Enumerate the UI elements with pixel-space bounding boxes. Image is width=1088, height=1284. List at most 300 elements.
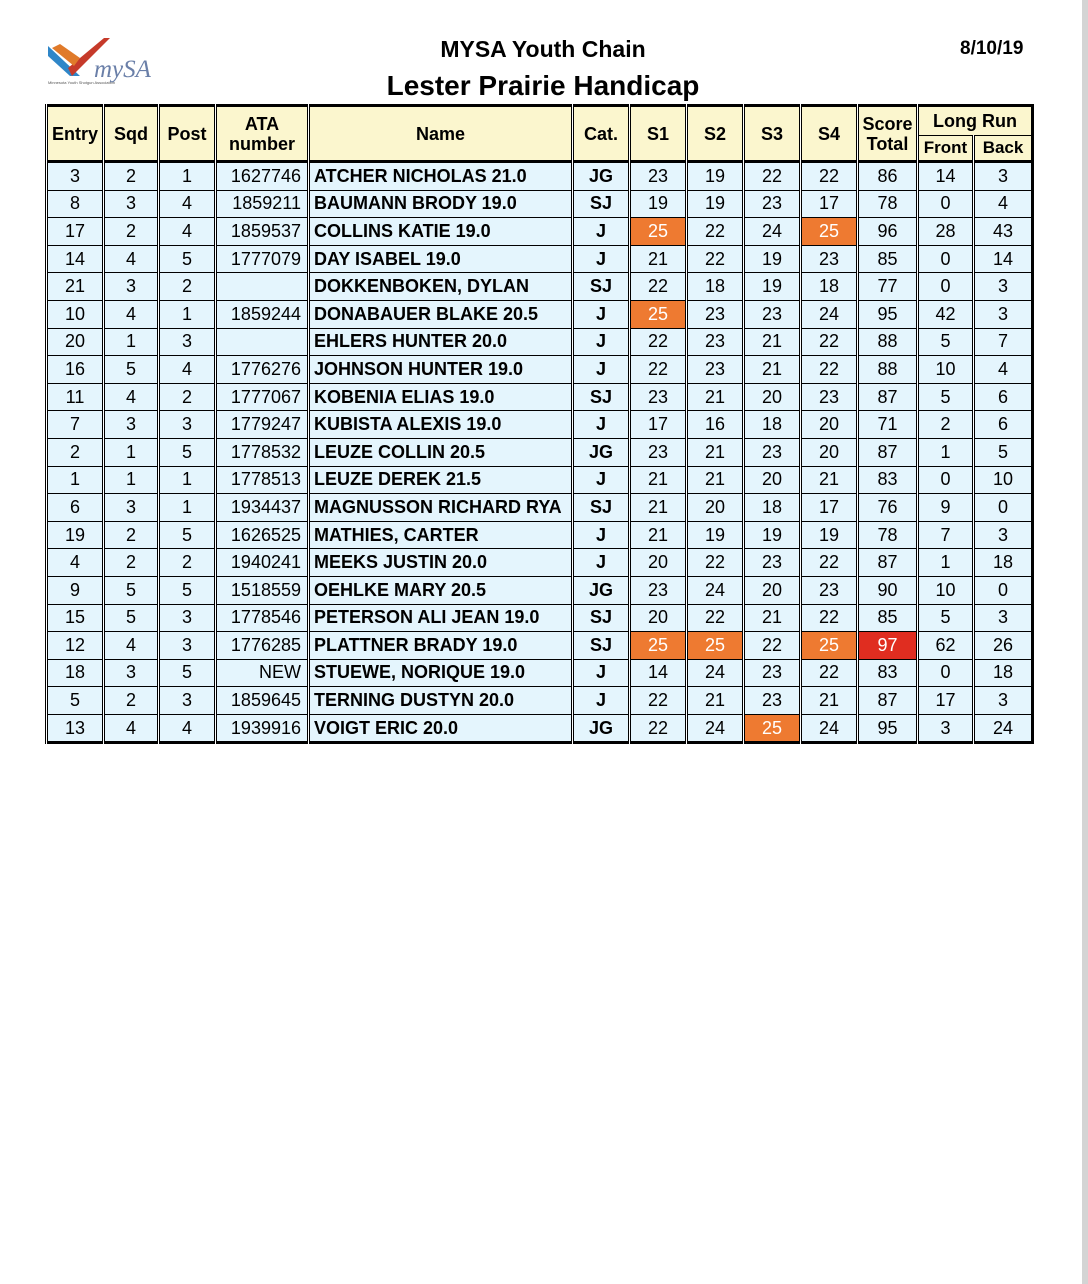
cell-ata-number: 1776285 [216,632,309,660]
col-header-long-run: Long Run [918,106,1033,136]
cell-post: 2 [159,549,216,577]
cell-long-run-front: 0 [918,273,974,301]
cell-category: JG [573,576,630,604]
cell-score-total: 96 [858,218,918,246]
cell-score-total: 83 [858,466,918,494]
cell-post: 1 [159,162,216,191]
cell-entry: 16 [47,356,104,384]
cell-score-total: 71 [858,411,918,439]
cell-entry: 13 [47,714,104,743]
table-row [47,438,1033,466]
cell-s2: 22 [687,245,744,273]
cell-entry: 19 [47,521,104,549]
cell-long-run-back: 6 [974,411,1033,439]
cell-s3: 24 [744,218,801,246]
cell-s1: 21 [630,494,687,522]
cell-category: SJ [573,190,630,218]
cell-s4: 22 [801,328,858,356]
cell-name: OEHLKE MARY 20.5 [309,576,573,604]
table-row [47,162,1033,191]
cell-s2: 19 [687,162,744,191]
cell-s2: 16 [687,411,744,439]
cell-ata-number: 1627746 [216,162,309,191]
cell-s3: 21 [744,604,801,632]
table-row [47,549,1033,577]
cell-long-run-back: 14 [974,245,1033,273]
event-date: 8/10/19 [960,38,1024,59]
col-header-score-line2: Total [866,133,909,154]
cell-s1: 22 [630,328,687,356]
cell-name: LEUZE DEREK 21.5 [309,466,573,494]
cell-s2: 22 [687,218,744,246]
col-header-ata [216,106,309,162]
cell-sqd: 3 [104,273,159,301]
cell-entry: 2 [47,438,104,466]
col-header-ata-line2: number [228,133,295,154]
col-header-s3: S3 [744,106,801,162]
cell-post: 5 [159,245,216,273]
cell-s1: 17 [630,411,687,439]
cell-long-run-front: 1 [918,549,974,577]
cell-post: 5 [159,659,216,687]
cell-sqd: 2 [104,162,159,191]
cell-s1: 23 [630,383,687,411]
cell-long-run-front: 10 [918,576,974,604]
cell-category: SJ [573,383,630,411]
cell-s1: 14 [630,659,687,687]
cell-score-total: 87 [858,383,918,411]
cell-score-total: 90 [858,576,918,604]
cell-long-run-front: 2 [918,411,974,439]
col-header-s1: S1 [630,106,687,162]
table-row [47,521,1033,549]
cell-category: J [573,521,630,549]
cell-category: J [573,300,630,328]
cell-ata-number: NEW [216,659,309,687]
cell-name: VOIGT ERIC 20.0 [309,714,573,743]
cell-sqd: 5 [104,604,159,632]
cell-post: 3 [159,687,216,715]
cell-long-run-back: 4 [974,356,1033,384]
cell-category: J [573,466,630,494]
cell-s4: 23 [801,245,858,273]
cell-s4: 23 [801,576,858,604]
col-header-s2: S2 [687,106,744,162]
cell-ata-number: 1779247 [216,411,309,439]
cell-s1: 23 [630,438,687,466]
cell-post: 3 [159,328,216,356]
col-header-s4: S4 [801,106,858,162]
cell-s4: 24 [801,300,858,328]
cell-s2: 21 [687,466,744,494]
cell-category: JG [573,438,630,466]
cell-s3: 22 [744,632,801,660]
cell-long-run-front: 14 [918,162,974,191]
cell-name: DONABAUER BLAKE 20.5 [309,300,573,328]
cell-s4: 20 [801,438,858,466]
col-header-entry: Entry [47,106,104,162]
cell-post: 4 [159,356,216,384]
cell-entry: 21 [47,273,104,301]
table-row [47,273,1033,301]
cell-long-run-back: 3 [974,273,1033,301]
cell-s3: 21 [744,356,801,384]
cell-ata-number: 1777079 [216,245,309,273]
cell-s3: 22 [744,162,801,191]
cell-category: J [573,659,630,687]
cell-name: MATHIES, CARTER [309,521,573,549]
cell-category: JG [573,162,630,191]
cell-post: 5 [159,438,216,466]
col-header-score-total [858,106,918,162]
cell-long-run-front: 1 [918,438,974,466]
cell-entry: 3 [47,162,104,191]
cell-category: J [573,356,630,384]
cell-ata-number: 1940241 [216,549,309,577]
cell-s1: 22 [630,356,687,384]
cell-s4: 21 [801,466,858,494]
cell-long-run-back: 4 [974,190,1033,218]
cell-long-run-front: 0 [918,466,974,494]
cell-s2: 20 [687,494,744,522]
cell-s4: 25 [801,632,858,660]
cell-name: BAUMANN BRODY 19.0 [309,190,573,218]
cell-sqd: 3 [104,494,159,522]
cell-long-run-front: 28 [918,218,974,246]
results-body [47,162,1033,743]
cell-entry: 10 [47,300,104,328]
table-row [47,466,1033,494]
cell-s3: 20 [744,383,801,411]
cell-s4: 19 [801,521,858,549]
cell-s2: 24 [687,576,744,604]
cell-s3: 23 [744,549,801,577]
cell-s1: 23 [630,576,687,604]
cell-long-run-front: 17 [918,687,974,715]
cell-name: STUEWE, NORIQUE 19.0 [309,659,573,687]
cell-long-run-back: 5 [974,438,1033,466]
cell-long-run-back: 3 [974,604,1033,632]
cell-s1: 22 [630,273,687,301]
table-row [47,300,1033,328]
cell-long-run-front: 7 [918,521,974,549]
cell-entry: 4 [47,549,104,577]
cell-s2: 23 [687,356,744,384]
table-row [47,714,1033,743]
table-row [47,604,1033,632]
cell-score-total: 85 [858,604,918,632]
cell-name: PETERSON ALI JEAN 19.0 [309,604,573,632]
cell-post: 1 [159,494,216,522]
cell-s3: 23 [744,438,801,466]
cell-category: J [573,328,630,356]
table-row [47,659,1033,687]
cell-ata-number: 1934437 [216,494,309,522]
cell-s3: 20 [744,466,801,494]
cell-name: DAY ISABEL 19.0 [309,245,573,273]
cell-score-total: 87 [858,549,918,577]
cell-s4: 20 [801,411,858,439]
cell-s4: 22 [801,162,858,191]
cell-score-total: 85 [858,245,918,273]
cell-sqd: 5 [104,356,159,384]
cell-long-run-front: 0 [918,659,974,687]
table-row [47,411,1033,439]
cell-s4: 22 [801,659,858,687]
cell-name: TERNING DUSTYN 20.0 [309,687,573,715]
cell-post: 4 [159,714,216,743]
cell-post: 4 [159,218,216,246]
cell-score-total: 87 [858,687,918,715]
table-row [47,494,1033,522]
cell-long-run-front: 0 [918,190,974,218]
cell-score-total: 76 [858,494,918,522]
cell-long-run-back: 0 [974,494,1033,522]
cell-score-total: 95 [858,714,918,743]
cell-s3: 23 [744,300,801,328]
cell-s4: 22 [801,549,858,577]
cell-s4: 17 [801,494,858,522]
table-row [47,356,1033,384]
col-header-cat: Cat. [573,106,630,162]
cell-long-run-back: 3 [974,162,1033,191]
cell-ata-number [216,328,309,356]
cell-s4: 18 [801,273,858,301]
cell-category: J [573,411,630,439]
cell-s2: 24 [687,659,744,687]
cell-ata-number: 1626525 [216,521,309,549]
cell-s1: 21 [630,521,687,549]
cell-post: 5 [159,576,216,604]
cell-long-run-front: 5 [918,604,974,632]
cell-sqd: 5 [104,576,159,604]
cell-entry: 7 [47,411,104,439]
cell-s1: 20 [630,549,687,577]
cell-category: J [573,549,630,577]
cell-category: J [573,218,630,246]
cell-category: JG [573,714,630,743]
cell-name: EHLERS HUNTER 20.0 [309,328,573,356]
col-header-ata-line1: ATA [244,113,280,134]
cell-name: PLATTNER BRADY 19.0 [309,632,573,660]
cell-s3: 18 [744,494,801,522]
cell-long-run-back: 0 [974,576,1033,604]
cell-entry: 12 [47,632,104,660]
cell-long-run-back: 18 [974,549,1033,577]
cell-s3: 23 [744,190,801,218]
cell-post: 2 [159,383,216,411]
cell-s4: 23 [801,383,858,411]
cell-sqd: 4 [104,245,159,273]
cell-long-run-back: 7 [974,328,1033,356]
cell-s4: 22 [801,356,858,384]
cell-s2: 25 [687,632,744,660]
table-row [47,218,1033,246]
cell-name: KUBISTA ALEXIS 19.0 [309,411,573,439]
cell-name: KOBENIA ELIAS 19.0 [309,383,573,411]
cell-long-run-front: 5 [918,383,974,411]
cell-s2: 21 [687,383,744,411]
cell-s3: 18 [744,411,801,439]
cell-sqd: 2 [104,687,159,715]
cell-s1: 23 [630,162,687,191]
col-header-post: Post [159,106,216,162]
table-row [47,245,1033,273]
cell-post: 5 [159,521,216,549]
cell-s4: 21 [801,687,858,715]
cell-sqd: 2 [104,521,159,549]
cell-long-run-back: 10 [974,466,1033,494]
cell-sqd: 3 [104,659,159,687]
cell-long-run-back: 18 [974,659,1033,687]
cell-ata-number [216,273,309,301]
cell-entry: 20 [47,328,104,356]
cell-s1: 19 [630,190,687,218]
cell-s1: 25 [630,218,687,246]
cell-ata-number: 1778532 [216,438,309,466]
table-row [47,576,1033,604]
cell-ata-number: 1776276 [216,356,309,384]
cell-post: 3 [159,604,216,632]
cell-sqd: 4 [104,300,159,328]
cell-score-total: 87 [858,438,918,466]
cell-sqd: 4 [104,383,159,411]
cell-sqd: 1 [104,438,159,466]
cell-score-total: 77 [858,273,918,301]
cell-sqd: 3 [104,190,159,218]
cell-s1: 20 [630,604,687,632]
cell-entry: 11 [47,383,104,411]
event-subtitle: Lester Prairie Handicap [386,70,700,101]
table-row [47,687,1033,715]
cell-s1: 22 [630,714,687,743]
cell-long-run-back: 26 [974,632,1033,660]
cell-score-total: 86 [858,162,918,191]
cell-s3: 21 [744,328,801,356]
cell-name: LEUZE COLLIN 20.5 [309,438,573,466]
cell-ata-number: 1859244 [216,300,309,328]
cell-s2: 19 [687,190,744,218]
cell-entry: 15 [47,604,104,632]
cell-s2: 23 [687,328,744,356]
cell-long-run-back: 3 [974,521,1033,549]
cell-ata-number: 1859537 [216,218,309,246]
cell-post: 2 [159,273,216,301]
cell-s2: 19 [687,521,744,549]
cell-post: 3 [159,632,216,660]
cell-s2: 21 [687,438,744,466]
cell-sqd: 3 [104,411,159,439]
cell-ata-number: 1778546 [216,604,309,632]
cell-ata-number: 1778513 [216,466,309,494]
cell-ata-number: 1859645 [216,687,309,715]
col-header-name: Name [309,106,573,162]
cell-name: COLLINS KATIE 19.0 [309,218,573,246]
cell-entry: 9 [47,576,104,604]
col-header-back: Back [974,136,1033,162]
cell-s2: 23 [687,300,744,328]
cell-s1: 22 [630,687,687,715]
cell-post: 4 [159,190,216,218]
cell-name: JOHNSON HUNTER 19.0 [309,356,573,384]
logo-tagline: Minnesota Youth Shotgun Association [48,80,115,85]
cell-sqd: 1 [104,466,159,494]
cell-entry: 17 [47,218,104,246]
cell-entry: 1 [47,466,104,494]
cell-ata-number: 1939916 [216,714,309,743]
cell-s2: 22 [687,549,744,577]
cell-ata-number: 1518559 [216,576,309,604]
cell-s3: 19 [744,521,801,549]
cell-sqd: 1 [104,328,159,356]
col-header-score-line1: Score [862,113,913,134]
cell-name: ATCHER NICHOLAS 21.0 [309,162,573,191]
cell-s1: 25 [630,300,687,328]
cell-category: SJ [573,632,630,660]
cell-s3: 23 [744,687,801,715]
cell-long-run-back: 43 [974,218,1033,246]
cell-post: 1 [159,466,216,494]
cell-s2: 22 [687,604,744,632]
table-row [47,632,1033,660]
cell-s3: 19 [744,245,801,273]
page-title: MYSA Youth Chain [440,36,646,62]
col-header-front: Front [918,136,974,162]
cell-s3: 23 [744,659,801,687]
cell-s1: 25 [630,632,687,660]
cell-long-run-front: 3 [918,714,974,743]
cell-sqd: 2 [104,549,159,577]
cell-entry: 8 [47,190,104,218]
cell-s3: 20 [744,576,801,604]
cell-s2: 21 [687,687,744,715]
cell-score-total: 95 [858,300,918,328]
cell-sqd: 2 [104,218,159,246]
col-header-sqd: Sqd [104,106,159,162]
cell-s2: 24 [687,714,744,743]
cell-s4: 24 [801,714,858,743]
cell-name: MAGNUSSON RICHARD RYA [309,494,573,522]
cell-category: SJ [573,273,630,301]
cell-ata-number: 1777067 [216,383,309,411]
cell-post: 3 [159,411,216,439]
cell-long-run-back: 6 [974,383,1033,411]
cell-long-run-front: 42 [918,300,974,328]
cell-entry: 14 [47,245,104,273]
cell-s4: 22 [801,604,858,632]
cell-score-total: 78 [858,521,918,549]
cell-s3: 25 [744,714,801,743]
cell-s4: 17 [801,190,858,218]
mysa-logo [44,36,166,90]
cell-entry: 18 [47,659,104,687]
cell-category: SJ [573,604,630,632]
cell-long-run-front: 9 [918,494,974,522]
cell-s1: 21 [630,466,687,494]
cell-s1: 21 [630,245,687,273]
page-edge [1082,0,1088,1284]
cell-long-run-front: 0 [918,245,974,273]
cell-long-run-back: 3 [974,300,1033,328]
cell-s4: 25 [801,218,858,246]
cell-long-run-back: 24 [974,714,1033,743]
cell-long-run-front: 62 [918,632,974,660]
cell-score-total: 78 [858,190,918,218]
cell-s3: 19 [744,273,801,301]
cell-name: DOKKENBOKEN, DYLAN [309,273,573,301]
cell-sqd: 4 [104,632,159,660]
table-row [47,328,1033,356]
